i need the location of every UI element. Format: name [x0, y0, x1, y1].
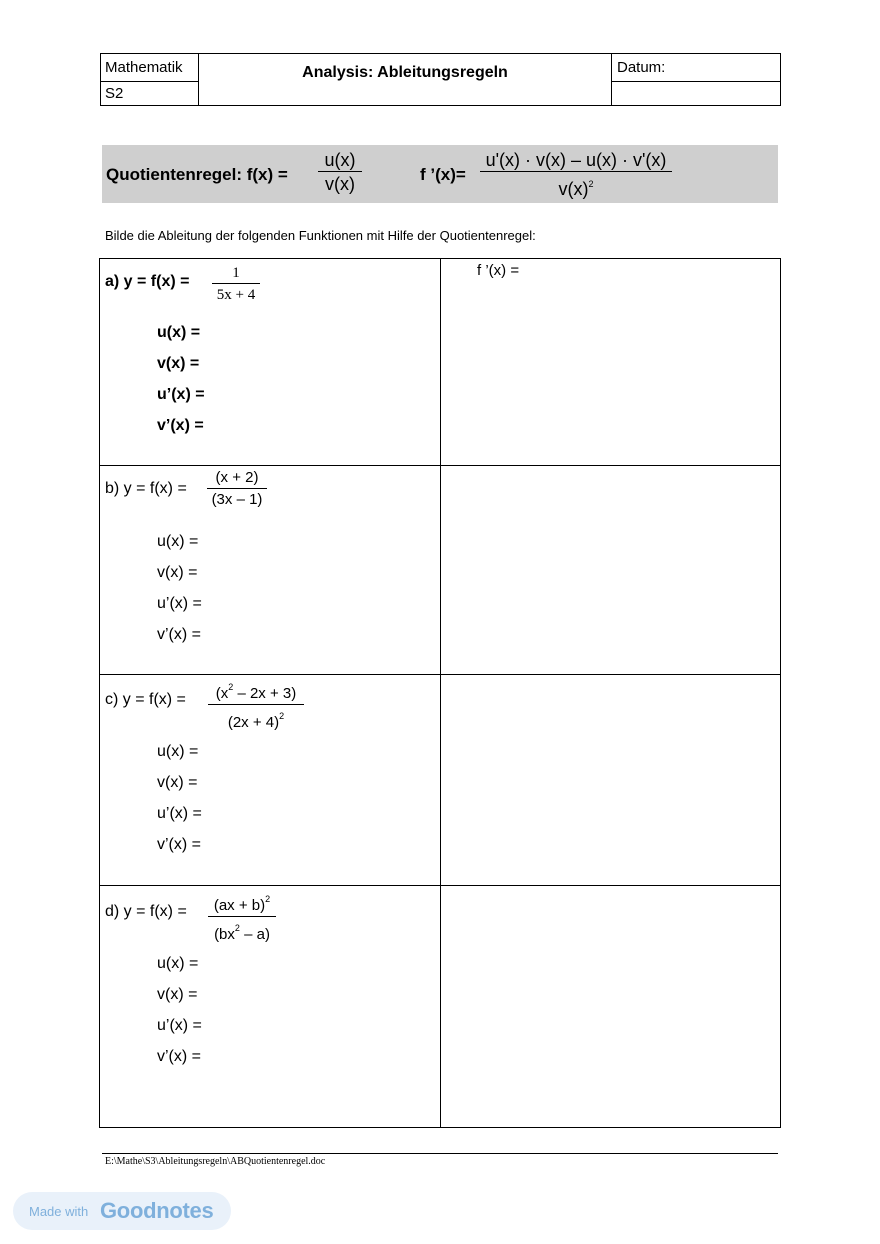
- footer-rule: [102, 1153, 778, 1154]
- exercise-head: b) y = f(x) =: [105, 480, 187, 497]
- exercise-head: c) y = f(x) =: [105, 691, 186, 708]
- derivative-denominator-wrap: [480, 172, 672, 201]
- u-prime-line: u’(x) =: [157, 805, 202, 822]
- goodnotes-badge[interactable]: [13, 1192, 231, 1230]
- rule-fraction: [318, 149, 362, 196]
- derivative-denominator: v(x): [558, 179, 589, 199]
- exercise-fraction: [208, 889, 276, 946]
- column-divider: [440, 259, 441, 1127]
- derivative-numerator: u'(x) · v(x) – u(x) · v'(x): [485, 150, 667, 170]
- exercise-numerator-a: (x: [215, 685, 229, 702]
- exponent: 2: [265, 894, 271, 904]
- grade-cell: S2: [101, 82, 199, 106]
- v-line: v(x) =: [157, 355, 200, 372]
- exercise-items: [157, 742, 202, 866]
- u-prime-line: u’(x) =: [157, 386, 205, 403]
- u-line: u(x) =: [157, 955, 199, 972]
- badge-prefix: Made with: [29, 1204, 89, 1219]
- row-divider: [100, 885, 780, 886]
- instruction-text: Bilde die Ableitung der folgenden Funktionen mit Hilfe der Quotientenregel:: [105, 228, 536, 243]
- exercise-head: a) y = f(x) =: [105, 273, 190, 290]
- file-path: E:\Mathe\S3\Ableitungsregeln\ABQuotientenregel.doc: [105, 1156, 326, 1167]
- u-prime-line: u’(x) =: [157, 1017, 202, 1034]
- u-line: u(x) =: [157, 324, 201, 341]
- exercise-numerator: 1: [232, 265, 240, 281]
- header-table: [100, 53, 781, 106]
- exponent: 2: [228, 682, 234, 692]
- u-line: u(x) =: [157, 743, 199, 760]
- v-line: v(x) =: [157, 986, 198, 1003]
- v-prime-line: v’(x) =: [157, 1048, 201, 1065]
- exercise-fraction: [208, 677, 304, 734]
- derivative-label: f ’(x)=: [420, 165, 466, 184]
- row-divider: [100, 465, 780, 466]
- exercise-denominator: (2x + 4): [227, 714, 280, 731]
- exercise-fraction: [207, 468, 267, 511]
- v-line: v(x) =: [157, 564, 198, 581]
- exercise-head: d) y = f(x) =: [105, 903, 187, 920]
- date-field: [611, 82, 781, 106]
- rule-denominator: v(x): [325, 174, 355, 194]
- v-prime-line: v’(x) =: [157, 417, 204, 434]
- quotient-rule-banner: [102, 145, 778, 203]
- exercise-denominator-a: (bx: [214, 926, 235, 943]
- exercise-denominator-wrap: [208, 917, 276, 946]
- exercise-denominator-wrap: [208, 705, 304, 734]
- v-prime-line: v’(x) =: [157, 836, 201, 853]
- date-label: Datum:: [611, 54, 781, 82]
- exercise-numerator-wrap: [208, 677, 304, 704]
- rule-label: Quotientenregel: f(x) =: [106, 165, 288, 184]
- exponent: 2: [279, 711, 285, 721]
- exponent: 2: [234, 923, 240, 933]
- v-prime-line: v’(x) =: [157, 626, 201, 643]
- exercise-items: [157, 954, 202, 1078]
- exercise-denominator: 5x + 4: [216, 287, 256, 303]
- exercise-numerator: (ax + b): [213, 897, 266, 914]
- exercise-items: [157, 323, 205, 447]
- u-prime-line: u’(x) =: [157, 595, 202, 612]
- derivative-fraction: [480, 149, 672, 201]
- exercise-numerator-wrap: [208, 889, 276, 916]
- v-line: v(x) =: [157, 774, 198, 791]
- exponent: 2: [588, 179, 594, 189]
- exercise-denominator: (3x – 1): [211, 491, 263, 508]
- exercise-fraction: [212, 263, 260, 306]
- exercise-items: [157, 532, 202, 656]
- exercise-numerator-b: – 2x + 3): [233, 685, 297, 702]
- u-line: u(x) =: [157, 533, 199, 550]
- exercise-table: [99, 258, 781, 1128]
- answer-label: f ’(x) =: [477, 262, 520, 279]
- subject-cell: Mathematik: [101, 54, 199, 82]
- exercise-denominator-b: – a): [239, 926, 270, 943]
- row-divider: [100, 674, 780, 675]
- exercise-numerator: (x + 2): [215, 469, 259, 486]
- badge-brand: Goodnotes: [100, 1198, 214, 1223]
- worksheet-title: Analysis: Ableitungsregeln: [302, 64, 508, 81]
- rule-numerator: u(x): [324, 150, 356, 170]
